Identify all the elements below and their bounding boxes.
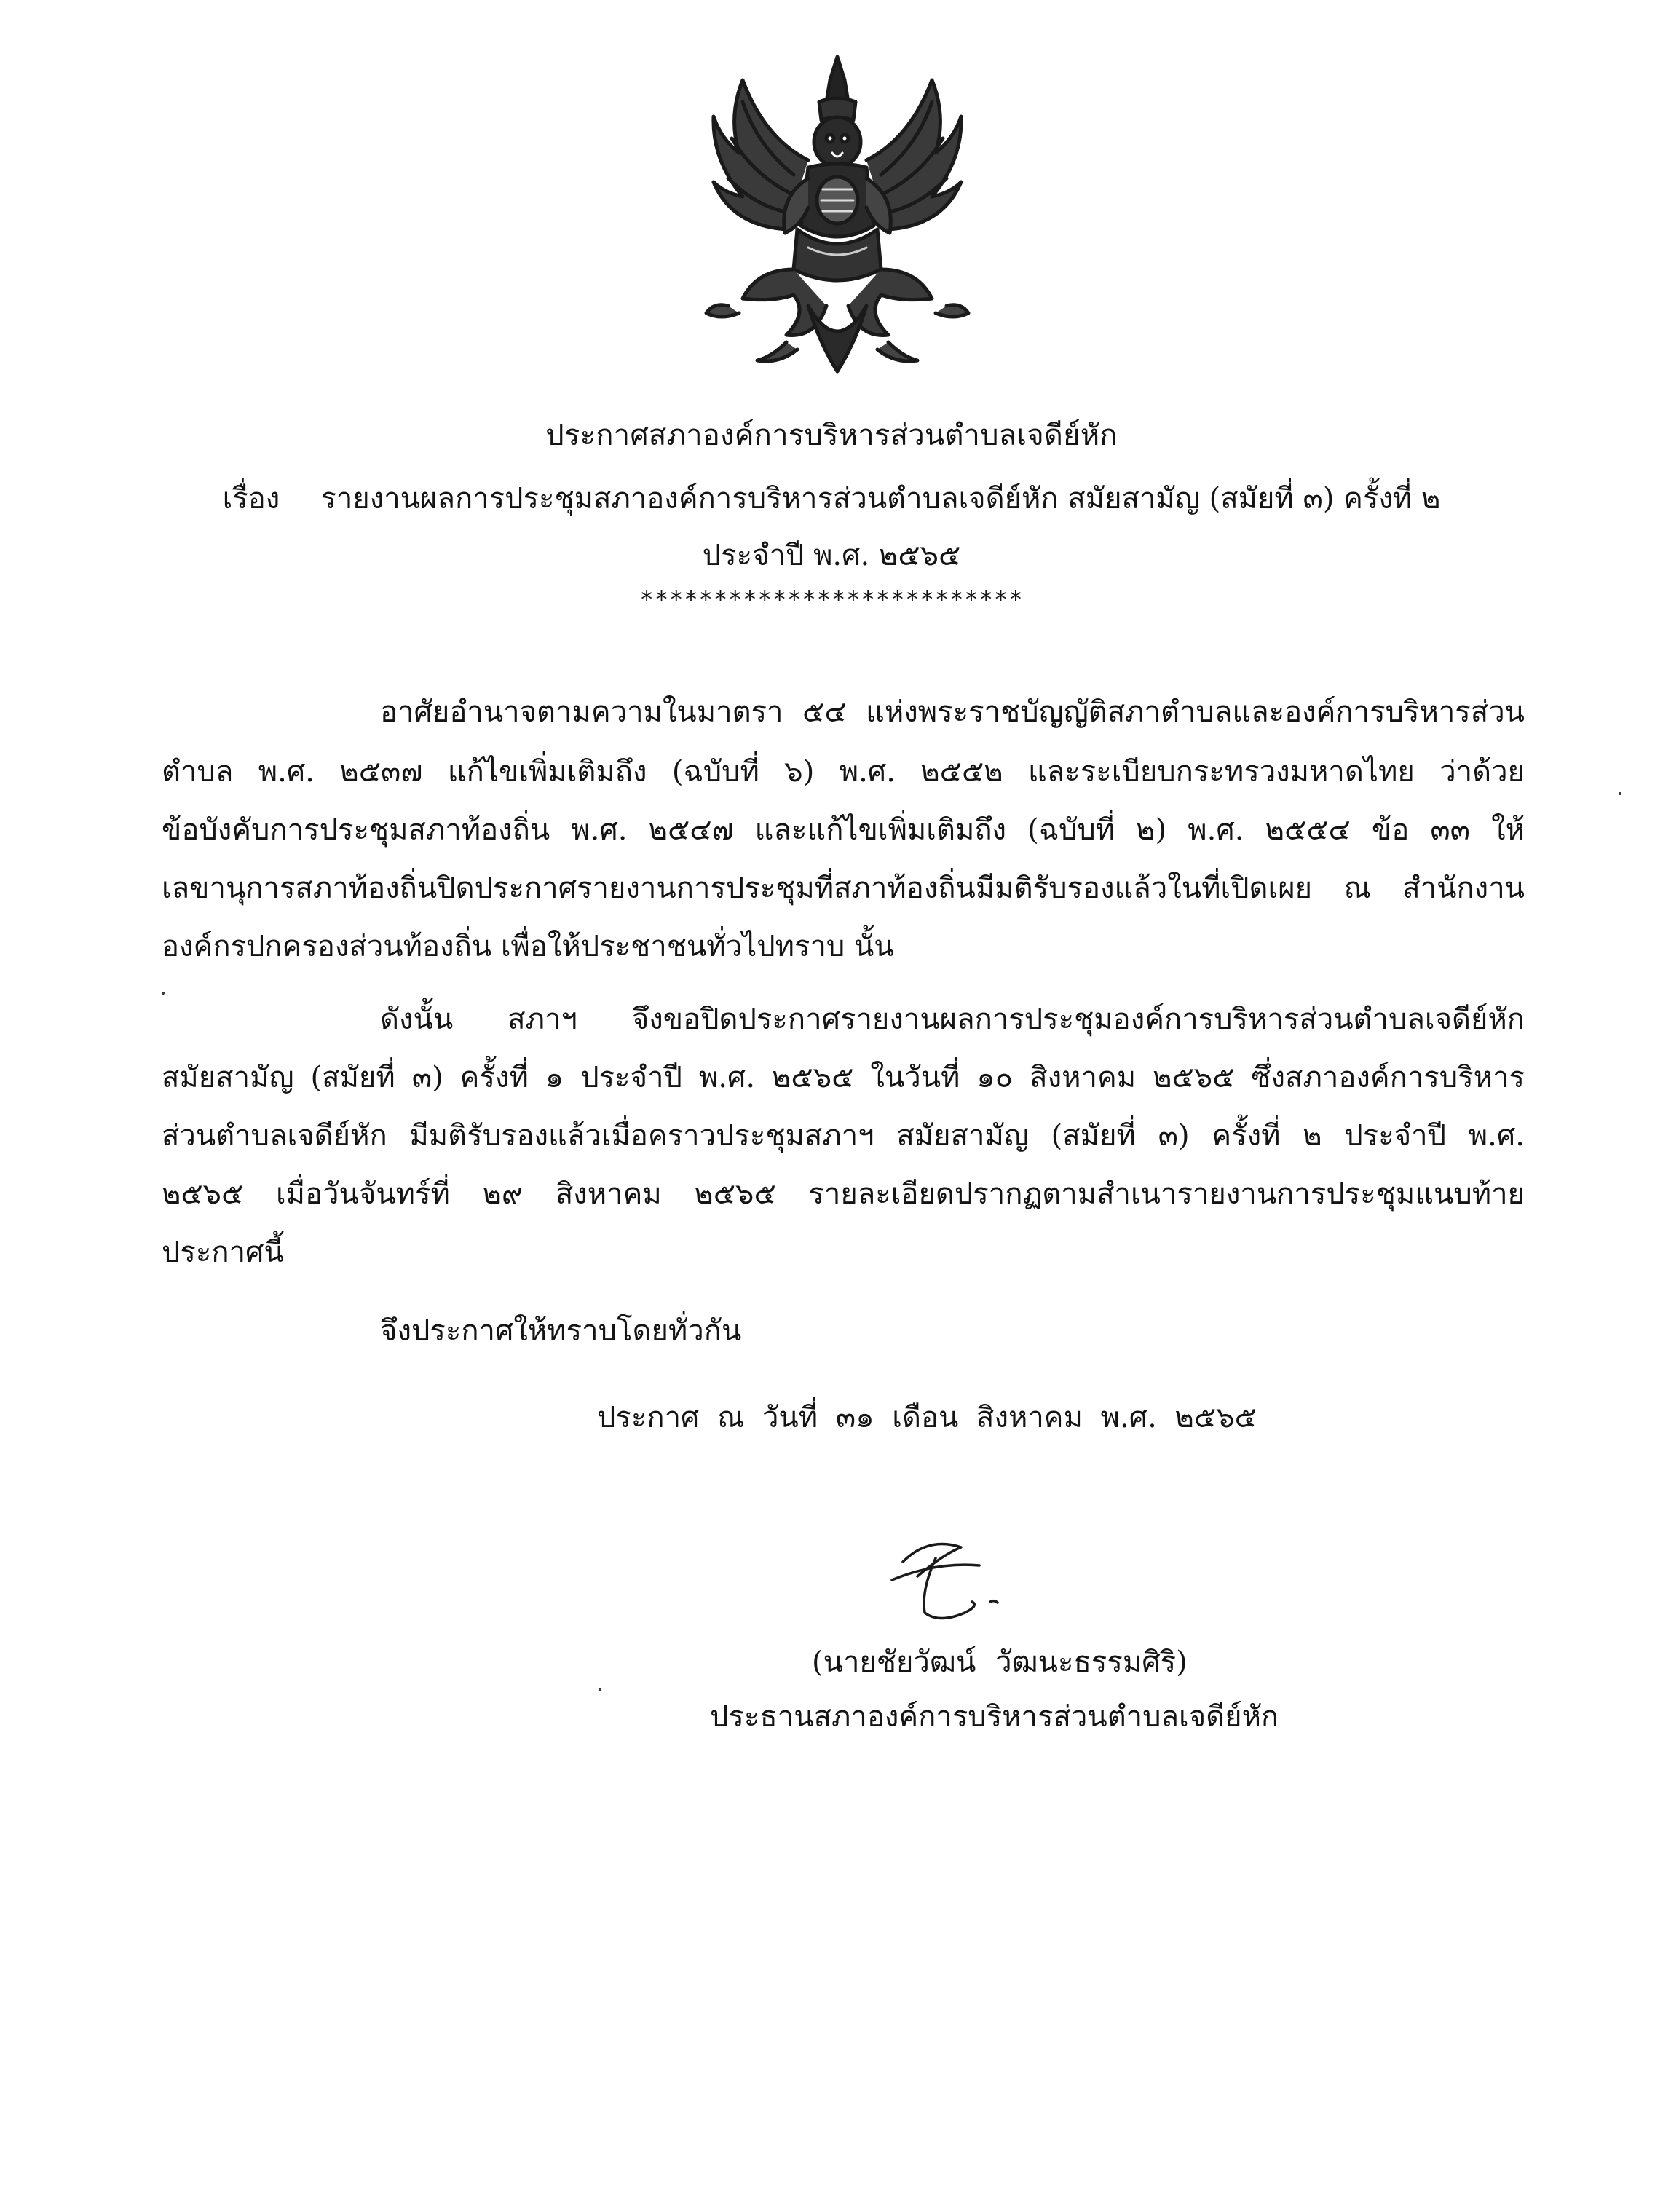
paragraph2-line: ๒๕๖๕ เมื่อวันจันทร์ที่ ๒๙ สิงหาคม ๒๕๖๕ รายละเอียดปรากฏตามสำเนารายงานการประชุมแนบท้าย [162,1177,1525,1211]
paragraph1-line: ข้อบังคับการประชุมสภาท้องถิ่น พ.ศ. ๒๕๔๗ และแก้ไขเพิ่มเติมถึง (ฉบับที่ ๒) พ.ศ. ๒๕๕๔ ข้อ ๓๓ ให้ [162,813,1525,847]
scan-speck [599,1688,601,1691]
paragraph2-line: ประกาศนี้ [162,1236,284,1269]
paragraph1-line: อาศัยอำนาจตามความในมาตรา ๕๔ แห่งพระราชบัญญัติสภาตำบลและองค์การบริหารส่วน [380,695,1525,729]
signer-position: ประธานสภาองค์การบริหารส่วนตำบลเจดีย์หัก [710,1700,1279,1734]
signer-name: (นายชัยวัฒน์ วัฒนะธรรมศิริ) [812,1646,1188,1679]
paragraph1-line: ตำบล พ.ศ. ๒๕๓๗ แก้ไขเพิ่มเติมถึง (ฉบับที่ ๖) พ.ศ. ๒๕๕๒ และระเบียบกระทรวงมหาดไทย ว่าด้วย [162,755,1525,789]
paragraph2-line: ดังนั้น สภาฯ จึงขอปิดประกาศรายงานผลการประชุมองค์การบริหารส่วนตำบลเจดีย์หัก [380,1003,1525,1036]
separator-line: ************************** [639,585,1024,613]
closing-statement: จึงประกาศให้ทราบโดยทั่วกัน [380,1314,742,1348]
paragraph1-line: องค์กรปกครองส่วนท้องถิ่น เพื่อให้ประชาชนทั่วไปทราบ นั้น [162,930,894,963]
subject-year: ประจำปี พ.ศ. ๒๕๖๕ [702,539,961,572]
garuda-emblem-icon [699,51,976,386]
scan-speck [162,992,165,995]
paragraph2-line: สมัยสามัญ (สมัยที่ ๓) ครั้งที่ ๑ ประจำปี พ.ศ. ๒๕๖๕ ในวันที่ ๑๐ สิงหาคม ๒๕๖๕ ซึ่งสภาองค์การบริหาร [162,1061,1525,1094]
subject-label: เรื่อง [222,482,280,516]
announcement-date: ประกาศ ณ วันที่ ๓๑ เดือน สิงหาคม พ.ศ. ๒๕๖๕ [597,1401,1257,1434]
announcement-title: ประกาศสภาองค์การบริหารส่วนตำบลเจดีย์หัก [545,419,1118,452]
scan-speck [1619,792,1621,795]
subject-line [0,475,1663,521]
handwritten-signature-icon [885,1533,1016,1627]
paragraph1-line: เลขานุการสภาท้องถิ่นปิดประกาศรายงานการประชุมที่สภาท้องถิ่นมีมติรับรองแล้วในที่เปิดเผย ณ สำนักงาน [162,872,1525,905]
paragraph2-line: ส่วนตำบลเจดีย์หัก มีมติรับรองแล้วเมื่อคราวประชุมสภาฯ สมัยสามัญ (สมัยที่ ๓) ครั้งที่ ๒ ประจำปี พ.ศ. [162,1119,1525,1153]
subject-text: รายงานผลการประชุมสภาองค์การบริหารส่วนตำบลเจดีย์หัก สมัยสามัญ (สมัยที่ ๓) ครั้งที่ ๒ [320,482,1441,516]
